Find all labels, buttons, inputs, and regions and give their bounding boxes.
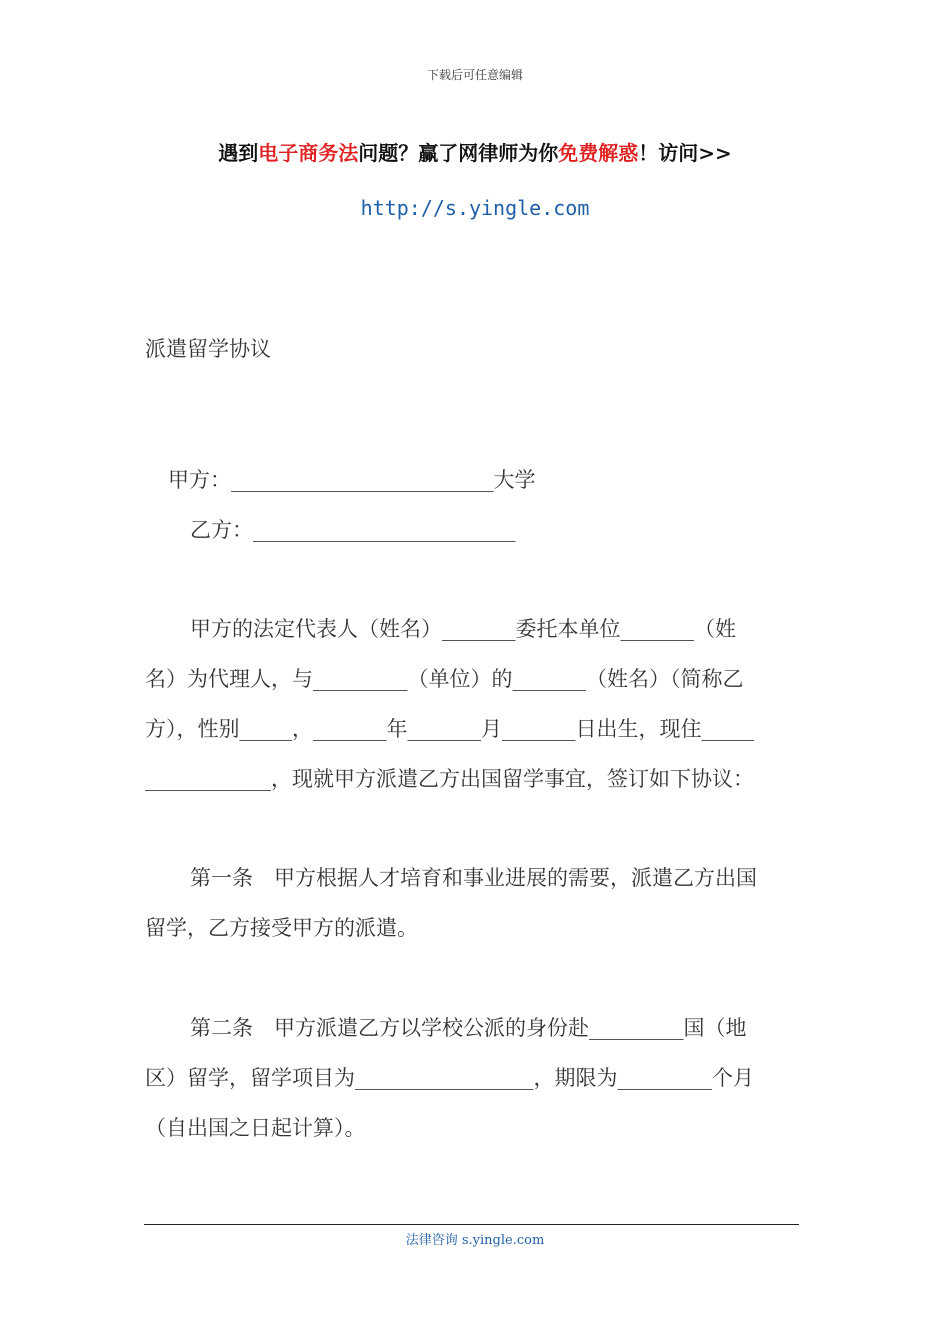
footer-divider: [144, 1224, 799, 1225]
preamble-line-4: ____________，现就甲方派遣乙方出国留学事宜，签订如下协议：: [145, 767, 754, 791]
party-b-line: 乙方：_________________________: [190, 518, 516, 542]
article-1-line-2: 留学，乙方接受甲方的派遣。: [145, 916, 418, 940]
article-2-line-2: 区）留学，留学项目为_________________，期限为_________个月: [145, 1066, 754, 1090]
promo-text-3: ！访问>>: [638, 141, 732, 165]
promo-text-2: 问题？赢了网律师为你: [358, 141, 559, 165]
promo-link[interactable]: http://s.yingle.com: [360, 196, 590, 220]
preamble-line-2: 名）为代理人，与_________（单位）的_______（姓名）（简称乙: [145, 667, 744, 691]
article-1-line-1: 第一条 甲方根据人才培育和事业进展的需要，派遣乙方出国: [190, 866, 757, 890]
header-note: 下载后可任意编辑: [426, 68, 523, 82]
promo-highlight-free: 免费解惑: [558, 141, 639, 165]
promo-highlight-topic: 电子商务法: [258, 141, 359, 165]
promo-text-1: 遇到: [218, 141, 259, 165]
promo-banner[interactable]: [0, 137, 950, 166]
footer-link[interactable]: 法律咨询 s.yingle.com: [405, 1233, 545, 1248]
preamble-line-3: 方），性别_____，_______年_______月_______日出生，现住_____: [145, 717, 754, 741]
party-a-line: 甲方：_________________________大学: [168, 468, 536, 492]
article-2-line-3: （自出国之日起计算）。: [145, 1116, 366, 1140]
preamble-line-1: 甲方的法定代表人（姓名）_______委托本单位_______（姓: [190, 617, 736, 641]
article-2-line-1: 第二条 甲方派遣乙方以学校公派的身份赴_________国（地: [190, 1016, 747, 1040]
document-title: 派遣留学协议: [145, 337, 271, 361]
